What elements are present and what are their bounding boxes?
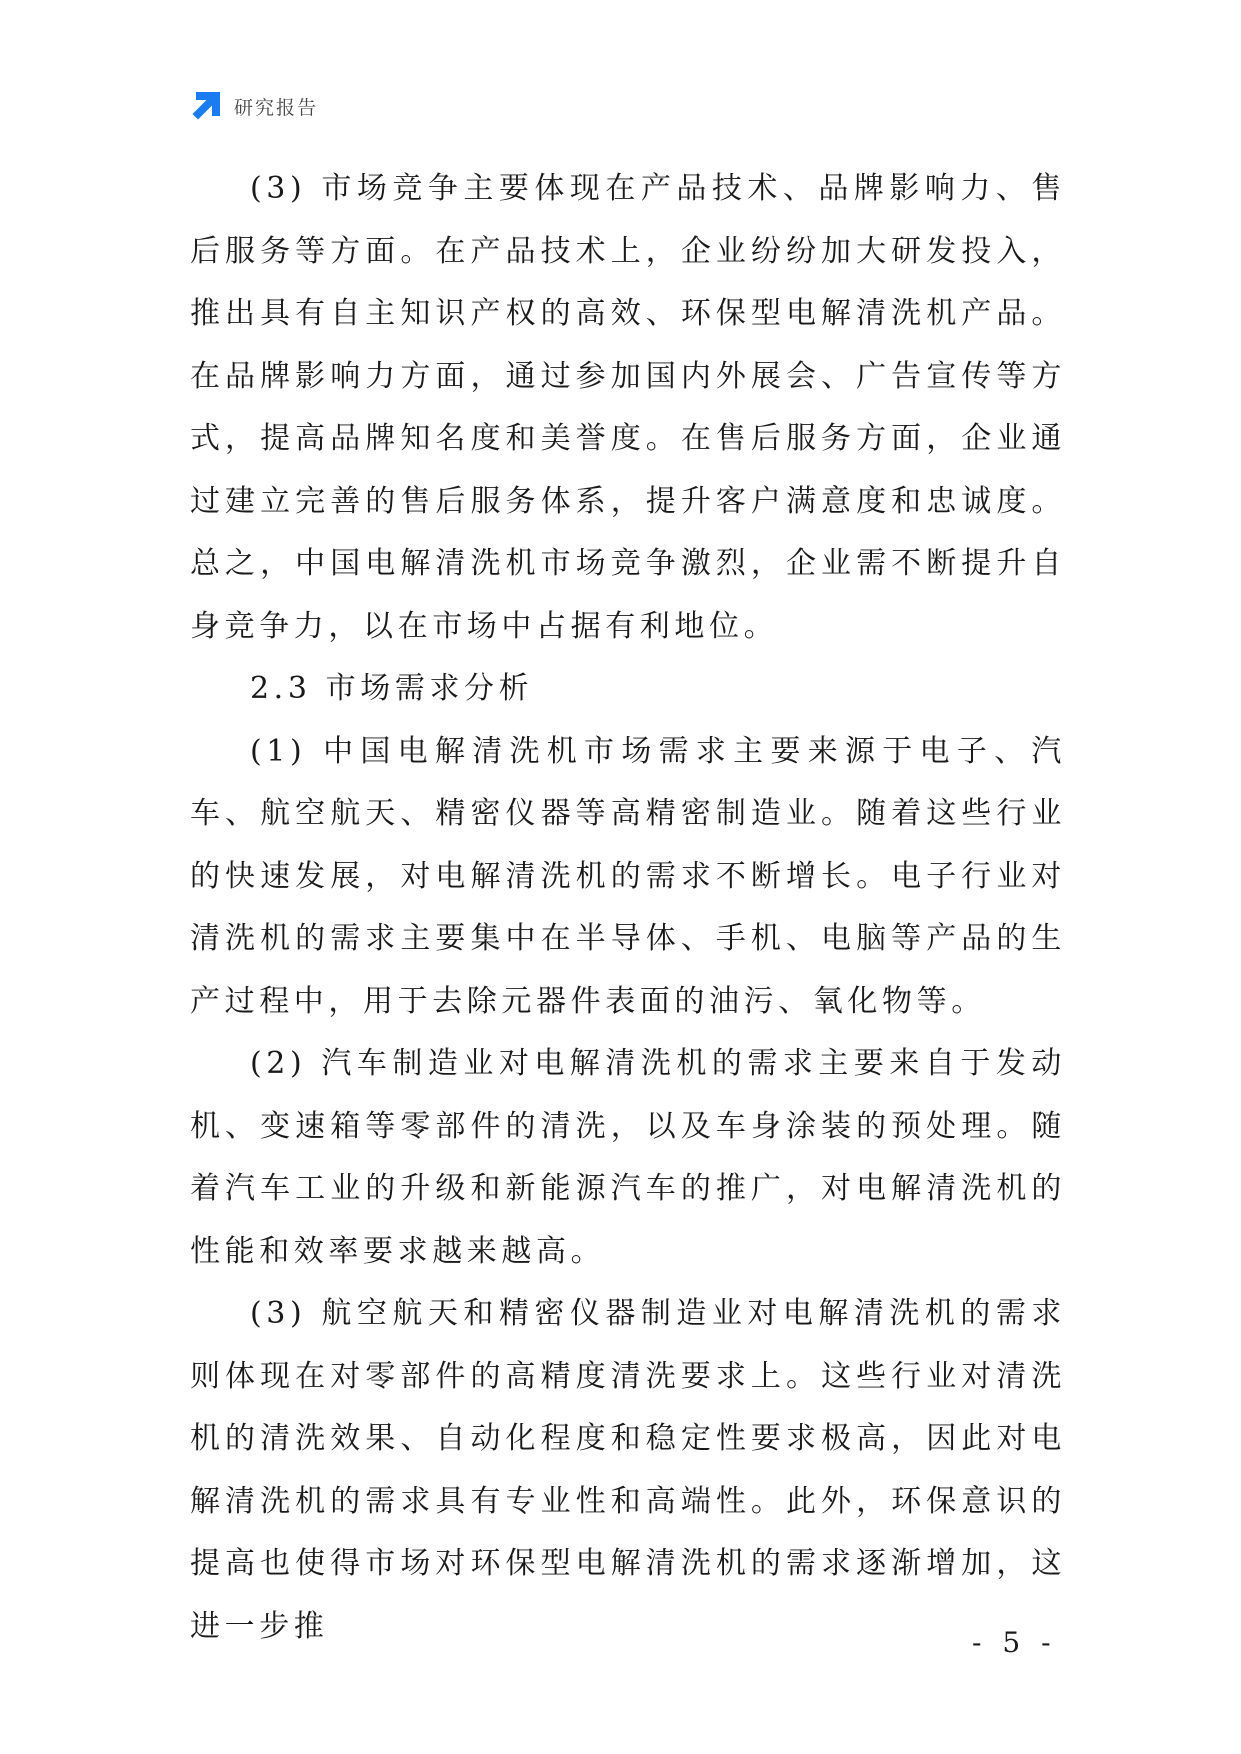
paragraph-aerospace: (3) 航空航天和精密仪器制造业对电解清洗机的需求则体现在对零部件的高精度清洗要求上。这些行业对清洗机的清洗效果、自动化程度和稳定性要求极高，因此对电解清洗机的需求具有专业性和高端性。此外，环保意识的提高也使得市场对环保型电解清洗机的需求逐渐增加，这进一步推 <box>190 1296 1066 1644</box>
section-heading: 2.3 市场需求分析 <box>250 671 534 706</box>
document-body <box>190 158 1066 1658</box>
page-header <box>190 88 318 124</box>
paragraph-competition: (3) 市场竞争主要体现在产品技术、品牌影响力、售后服务等方面。在产品技术上，企业纷纷加大研发投入，推出具有自主知识产权的高效、环保型电解清洗机产品。在品牌影响力方面，通过参加国内外展会、广告宣传等方式，提高品牌知名度和美誉度。在售后服务方面，企业通过建立完善的售后服务体系，提升客户满意度和忠诚度。总之，中国电解清洗机市场竞争激烈，企业需不断提升自身竞争力，以在市场中占据有利地位。 <box>190 171 1066 644</box>
report-header-title: 研究报告 <box>234 96 319 119</box>
page-number: - 5 - <box>972 1626 1057 1659</box>
paragraph-automotive: (2) 汽车制造业对电解清洗机的需求主要来自于发动机、变速箱等零部件的清洗，以及车身涂装的预处理。随着汽车工业的升级和新能源汽车的推广，对电解清洗机的性能和效率要求越来越高。 <box>190 1046 1066 1269</box>
arrow-up-right-icon <box>190 90 222 122</box>
paragraph-demand-sources: (1) 中国电解清洗机市场需求主要来源于电子、汽车、航空航天、精密仪器等高精密制造业。随着这些行业的快速发展，对电解清洗机的需求不断增长。电子行业对清洗机的需求主要集中在半导体、手机、电脑等产品的生产过程中，用于去除元器件表面的油污、氧化物等。 <box>190 733 1066 1019</box>
